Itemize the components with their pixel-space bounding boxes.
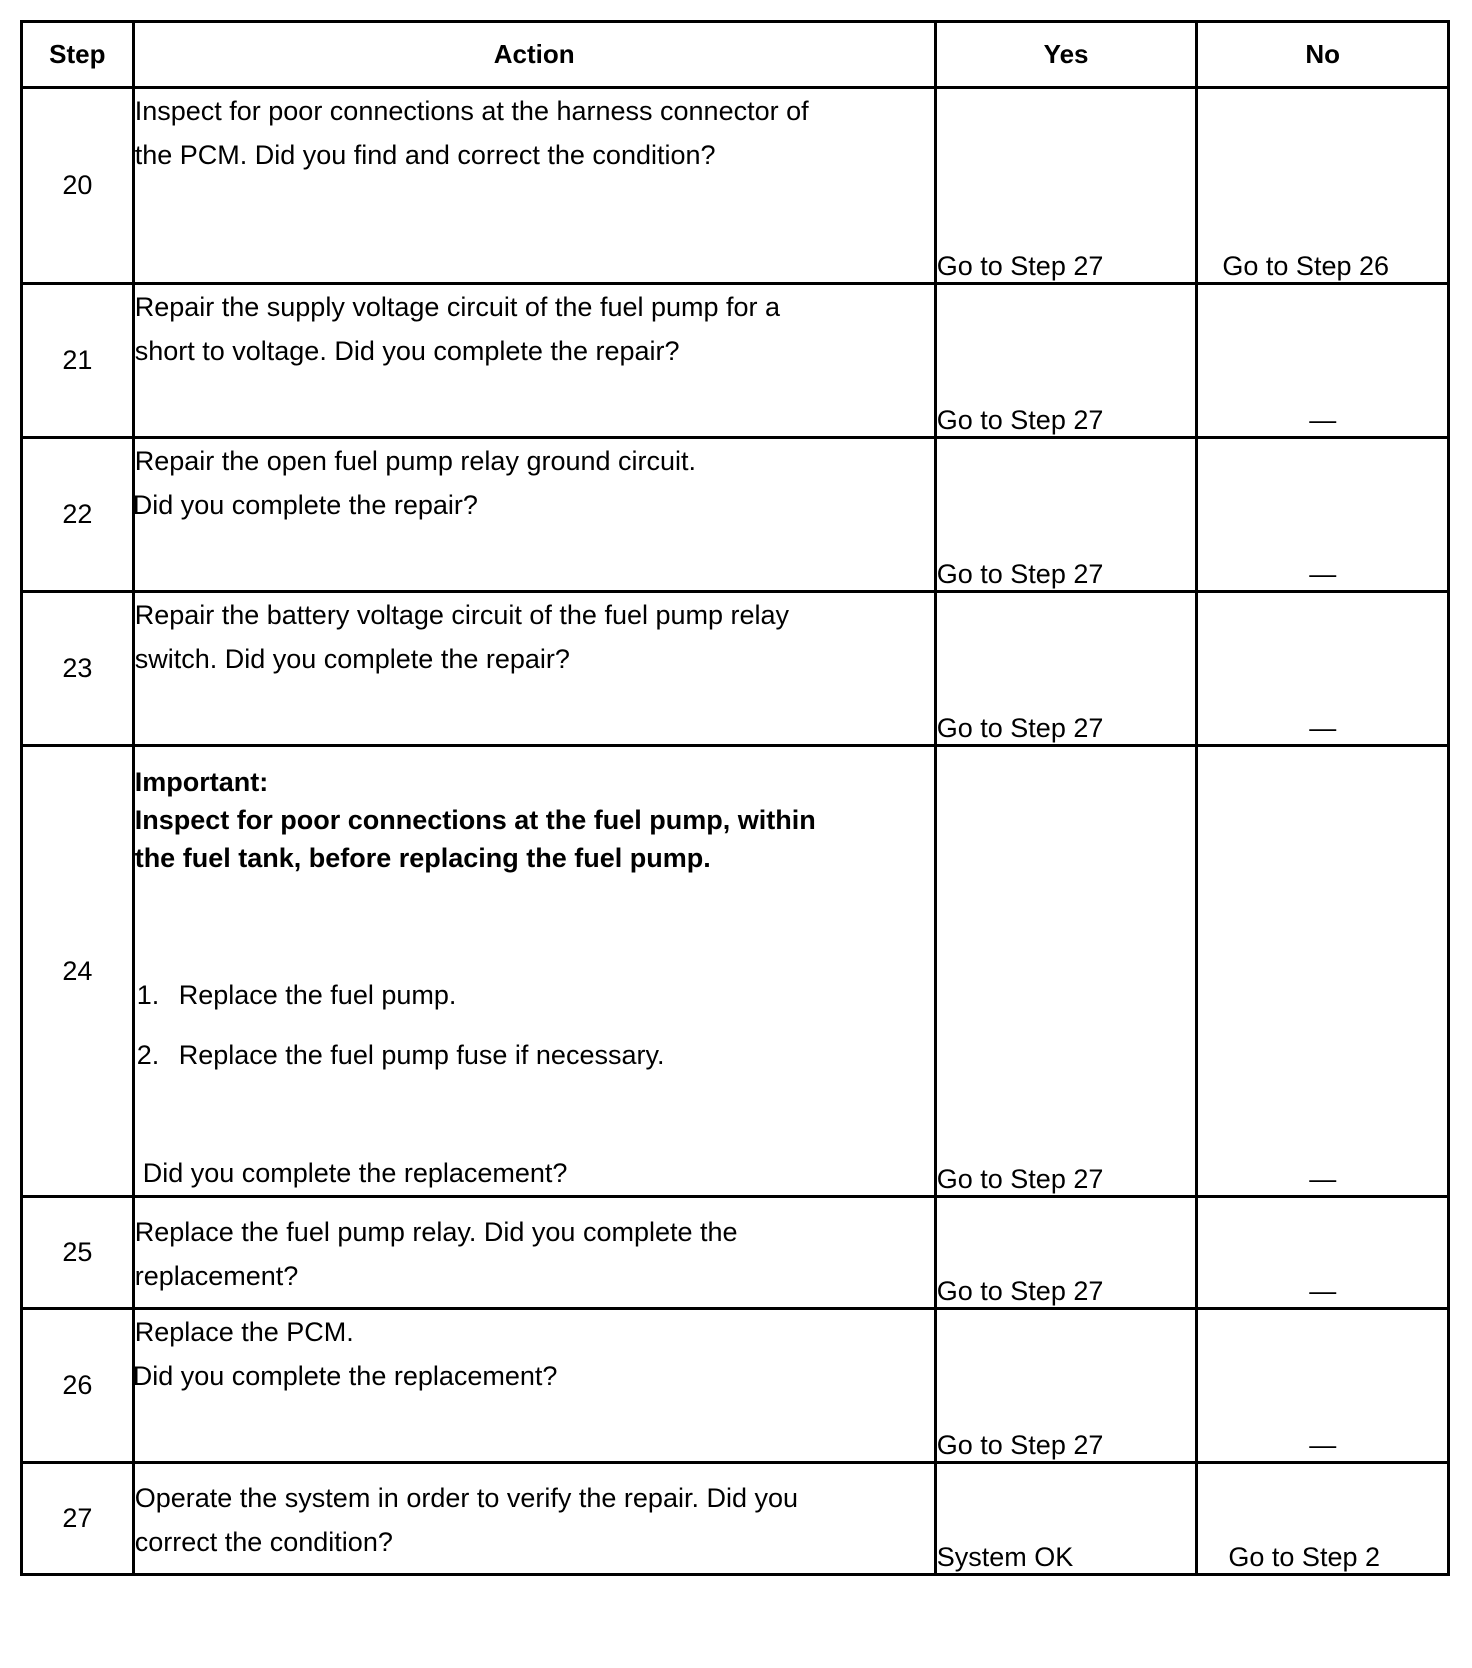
no-result: — xyxy=(1197,284,1449,438)
yes-result: Go to Step 27 xyxy=(935,592,1197,746)
step-number: 22 xyxy=(22,438,134,592)
yes-result: Go to Step 27 xyxy=(935,1309,1197,1463)
step-number: 27 xyxy=(22,1463,134,1575)
action-text: Inspect for poor connections at the harness connector of xyxy=(134,96,809,126)
yes-result: Go to Step 27 xyxy=(935,88,1197,284)
action-text: switch. Did you complete the repair? xyxy=(134,644,570,674)
step-number: 20 xyxy=(22,88,134,284)
list-item xyxy=(135,965,934,1025)
action-cell xyxy=(133,438,935,592)
no-result: Go to Step 2 xyxy=(1197,1463,1449,1575)
action-text: correct the condition? xyxy=(134,1527,393,1557)
action-text: Replace the PCM. xyxy=(134,1317,354,1347)
important-text: the fuel tank, before replacing the fuel pump. xyxy=(134,843,711,873)
action-text: Did you complete the repair? xyxy=(132,490,478,520)
step-number: 24 xyxy=(22,746,134,1197)
yes-result: Go to Step 27 xyxy=(935,284,1197,438)
step-number: 26 xyxy=(22,1309,134,1463)
no-result: — xyxy=(1197,592,1449,746)
table-row xyxy=(22,88,1449,284)
action-text: Operate the system in order to verify the repair. Did you xyxy=(134,1483,799,1513)
yes-result: System OK xyxy=(935,1463,1197,1575)
action-cell xyxy=(133,746,935,1197)
no-result: — xyxy=(1197,1309,1449,1463)
action-question: Did you complete the replacement? xyxy=(142,1158,568,1188)
header-no: No xyxy=(1197,22,1449,88)
important-text: Inspect for poor connections at the fuel pump, within xyxy=(134,805,816,835)
step-number: 25 xyxy=(22,1197,134,1309)
action-cell xyxy=(133,284,935,438)
table-row xyxy=(22,438,1449,592)
list-number: 1. xyxy=(136,980,160,1010)
action-text: Repair the battery voltage circuit of the fuel pump relay xyxy=(134,600,790,630)
action-text: replacement? xyxy=(134,1261,299,1291)
action-cell xyxy=(133,592,935,746)
header-step: Step xyxy=(22,22,134,88)
table-row xyxy=(22,746,1449,1197)
action-cell xyxy=(133,1463,935,1575)
yes-result: Go to Step 27 xyxy=(935,1197,1197,1309)
yes-result: Go to Step 27 xyxy=(935,746,1197,1197)
important-label: Important: xyxy=(134,767,269,797)
table-row xyxy=(22,284,1449,438)
replacement-list xyxy=(135,965,934,1085)
table-row xyxy=(22,592,1449,746)
action-text: short to voltage. Did you complete the repair? xyxy=(134,336,680,366)
no-result: — xyxy=(1197,746,1449,1197)
list-text: Replace the fuel pump. xyxy=(178,980,457,1010)
table-row xyxy=(22,1463,1449,1575)
list-number: 2. xyxy=(136,1040,160,1070)
action-text: Did you complete the replacement? xyxy=(132,1361,558,1391)
step-number: 21 xyxy=(22,284,134,438)
diagnostic-steps-table xyxy=(20,20,1450,1576)
action-cell xyxy=(133,1197,935,1309)
action-cell xyxy=(133,88,935,284)
header-row xyxy=(22,22,1449,88)
header-action: Action xyxy=(133,22,935,88)
action-text: Replace the fuel pump relay. Did you complete the xyxy=(134,1217,738,1247)
table-row xyxy=(22,1309,1449,1463)
yes-result: Go to Step 27 xyxy=(935,438,1197,592)
no-result: — xyxy=(1197,438,1449,592)
table-row xyxy=(22,1197,1449,1309)
step-number: 23 xyxy=(22,592,134,746)
action-text: Repair the open fuel pump relay ground circuit. xyxy=(134,446,697,476)
list-text: Replace the fuel pump fuse if necessary. xyxy=(178,1040,665,1070)
header-yes: Yes xyxy=(935,22,1197,88)
list-item xyxy=(135,1025,934,1085)
no-result: Go to Step 26 xyxy=(1197,88,1449,284)
action-cell xyxy=(133,1309,935,1463)
action-text: Repair the supply voltage circuit of the fuel pump for a xyxy=(134,292,781,322)
no-result: — xyxy=(1197,1197,1449,1309)
action-text: the PCM. Did you find and correct the condition? xyxy=(134,140,716,170)
